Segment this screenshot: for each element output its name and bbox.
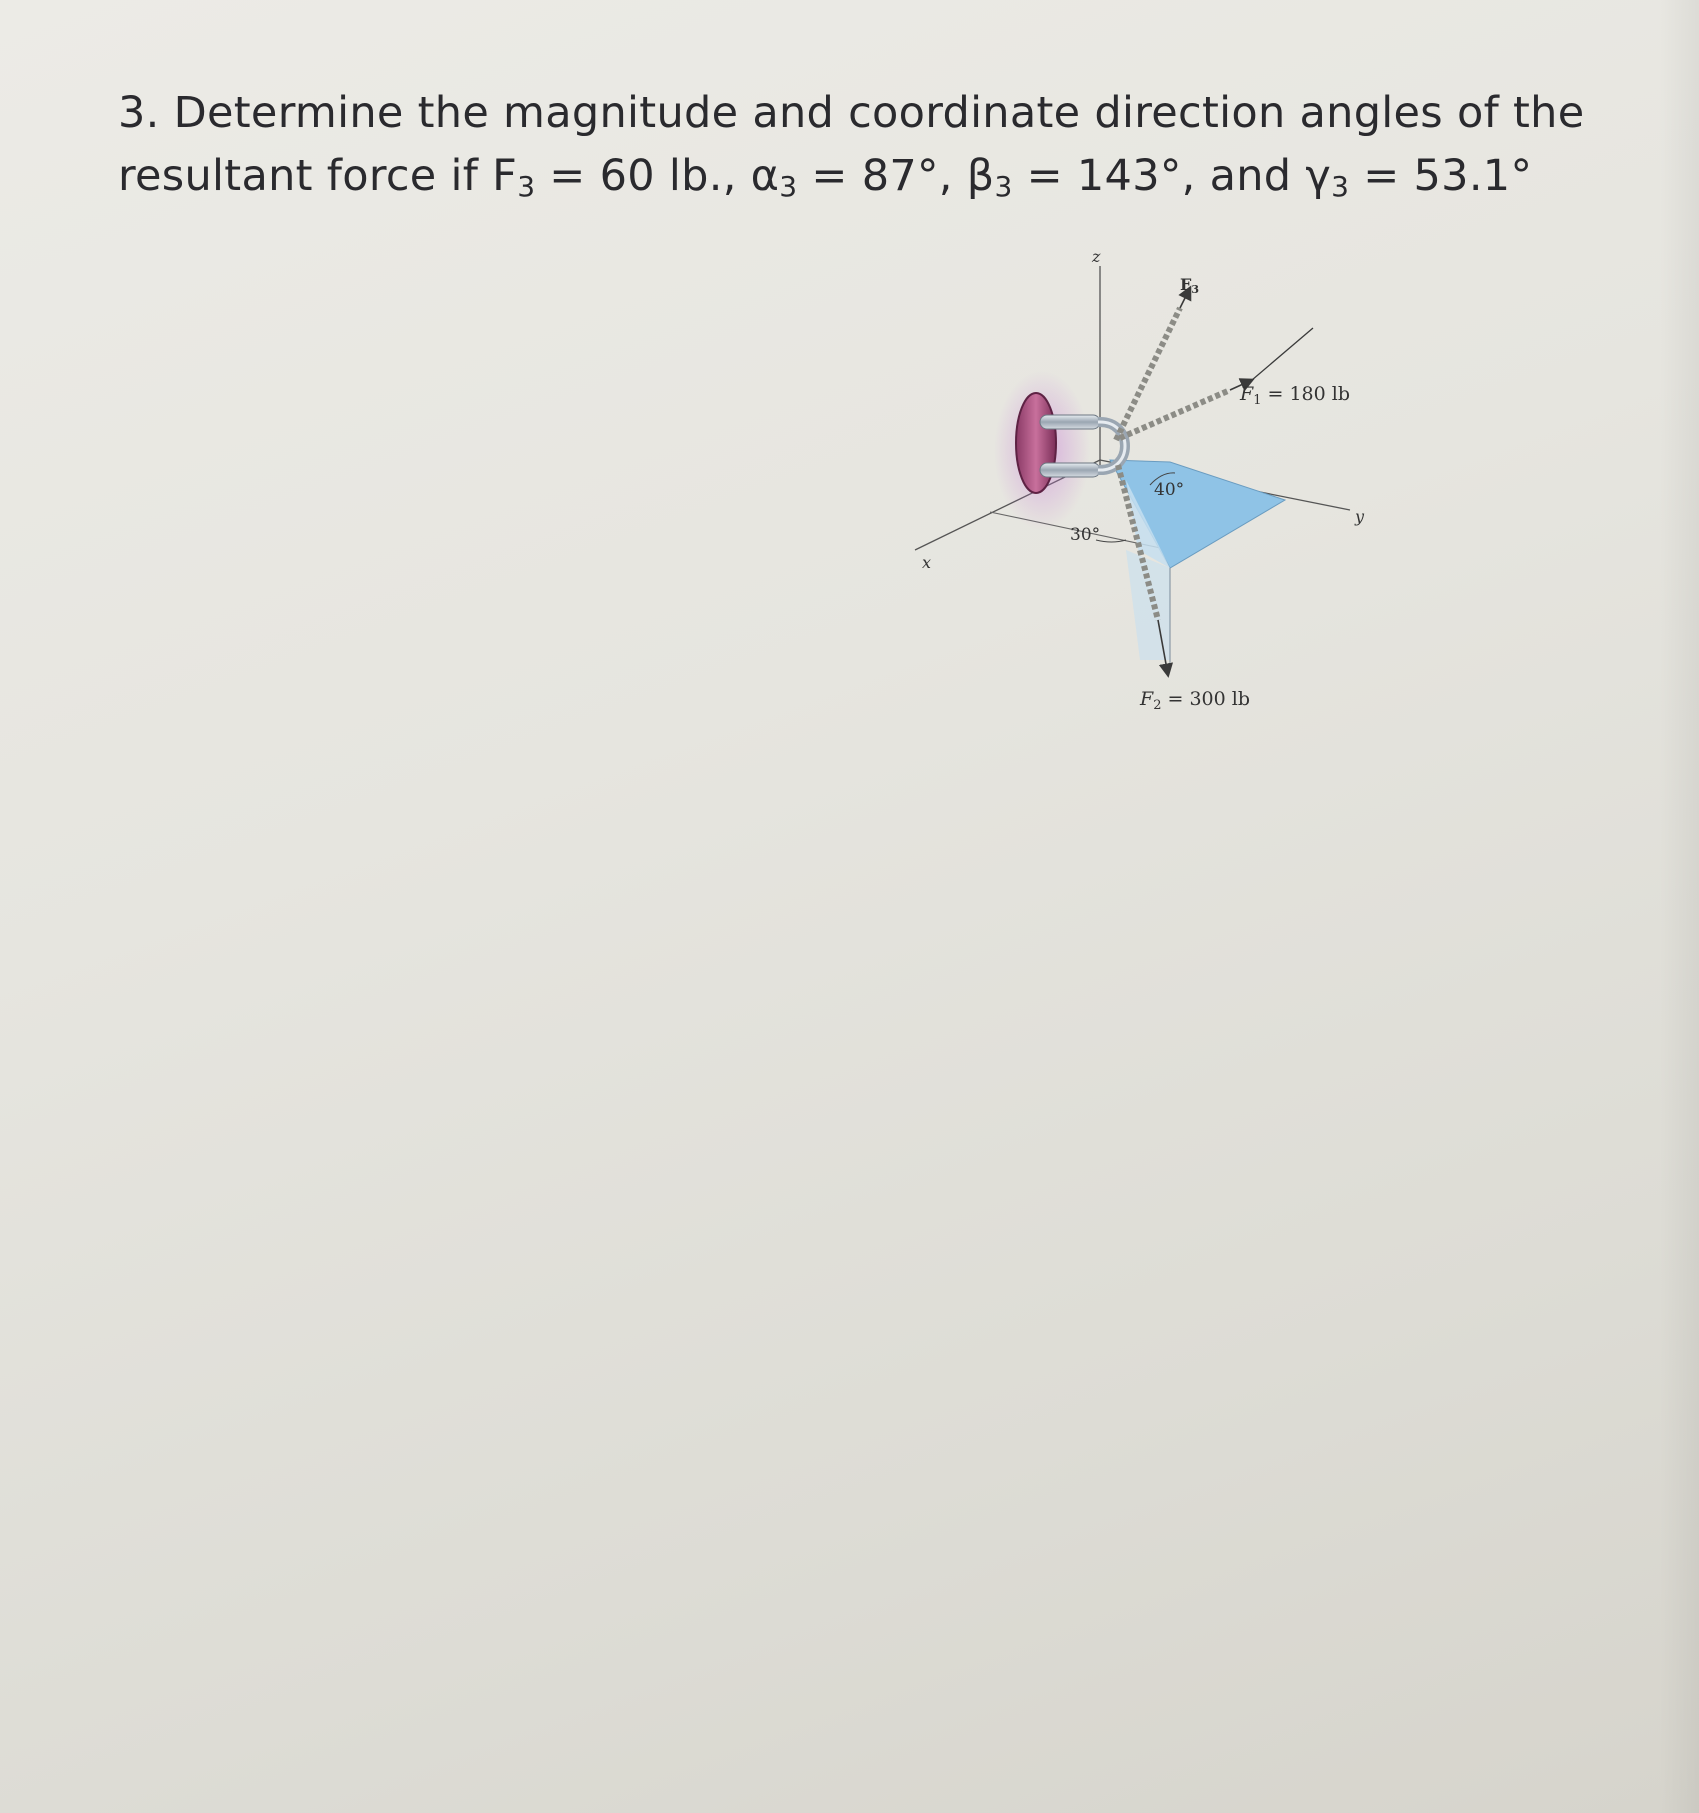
f3-letter: F bbox=[1180, 275, 1192, 294]
x-axis-label: x bbox=[922, 553, 932, 572]
problem-number: 3. bbox=[118, 88, 160, 138]
gamma3-subscript: 3 bbox=[1331, 170, 1350, 203]
angle-40-label: 40° bbox=[1154, 480, 1185, 500]
problem-text-end: = 53.1° bbox=[1349, 151, 1533, 201]
force-diagram bbox=[922, 247, 1610, 830]
f2-letter: F bbox=[1140, 688, 1154, 710]
angle-30-label: 30° bbox=[1070, 525, 1101, 545]
beta3-subscript: 3 bbox=[994, 170, 1013, 203]
f2-label-subscript: 2 bbox=[1153, 698, 1162, 713]
problem-line-1 bbox=[118, 82, 1585, 145]
f2-label bbox=[1139, 688, 1250, 713]
eyebolt-upper-shank bbox=[1040, 415, 1100, 429]
problem-text-mid-1: = 60 lb., α bbox=[535, 151, 780, 201]
problem-text-mid-2: = 87°, β bbox=[797, 151, 995, 201]
problem-statement bbox=[118, 82, 1585, 218]
rope-f1 bbox=[1120, 390, 1230, 438]
f1-line-of-action bbox=[1252, 328, 1313, 380]
f1-label bbox=[1239, 383, 1350, 408]
problem-text-mid-3: = 143°, and γ bbox=[1012, 151, 1332, 201]
y-axis-label: y bbox=[1355, 507, 1365, 526]
f1-letter: F bbox=[1240, 383, 1254, 405]
f1-value: = 180 lb bbox=[1261, 383, 1351, 405]
paper-edge-shadow bbox=[1659, 0, 1699, 1813]
f3-label-subscript: 3 bbox=[1191, 283, 1200, 296]
problem-text-prefix: resultant force if F bbox=[118, 151, 518, 201]
alpha3-subscript: 3 bbox=[779, 170, 798, 203]
force-diagram-svg bbox=[922, 247, 1610, 830]
f1-label-subscript: 1 bbox=[1253, 393, 1262, 408]
f2-value: = 300 lb bbox=[1161, 688, 1251, 710]
z-axis-label: z bbox=[1092, 247, 1101, 266]
problem-line-2 bbox=[118, 145, 1558, 218]
eyebolt-base bbox=[1016, 393, 1056, 493]
projection-plane bbox=[1126, 550, 1170, 660]
rope-f3 bbox=[1116, 308, 1180, 440]
f3-label bbox=[1180, 275, 1199, 296]
eyebolt-lower-shank bbox=[1040, 463, 1100, 477]
problem-text-line-1: Determine the magnitude and coordinate direction angles of the bbox=[173, 88, 1585, 138]
f3-subscript: 3 bbox=[517, 170, 536, 203]
